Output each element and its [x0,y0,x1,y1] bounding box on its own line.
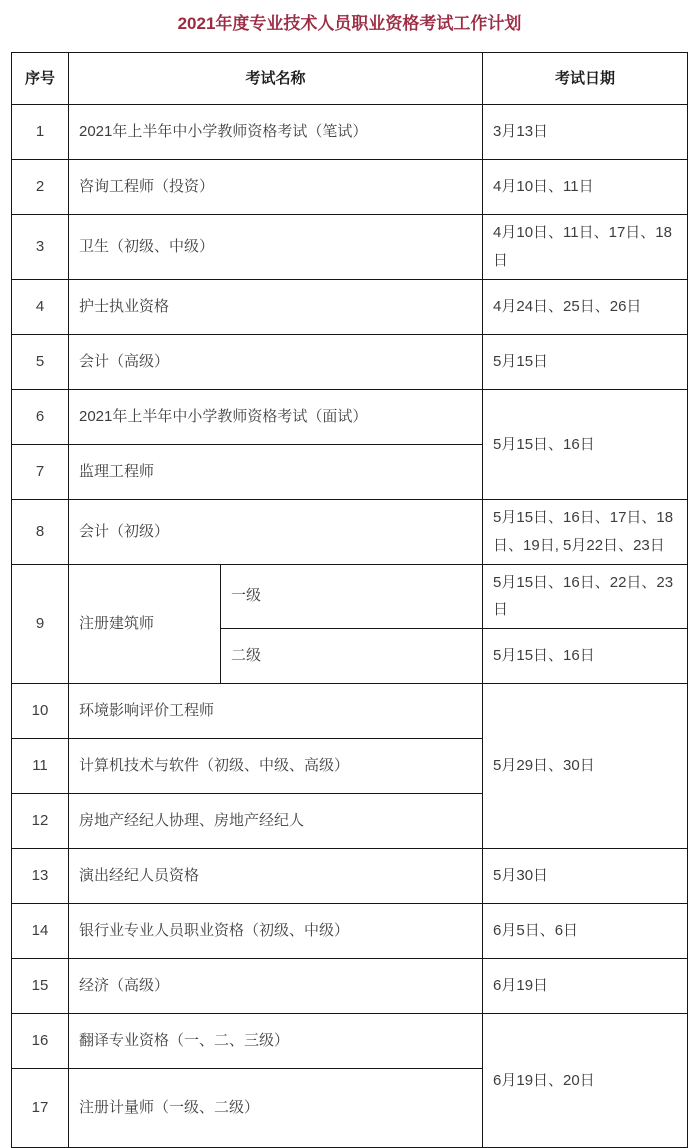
index-cell: 1 [12,105,69,160]
exam-date-cell-merged: 6月19日、20日 [483,1014,688,1148]
table-header-row [12,53,688,105]
index-cell: 4 [12,280,69,335]
exam-name-cell: 计算机技术与软件（初级、中级、高级） [69,739,483,794]
exam-name-cell-highlighted: 监理工程师 [69,445,483,500]
exam-name-cell: 演出经纪人员资格 [69,849,483,904]
table-row [12,160,688,215]
table-row [12,904,688,959]
exam-name-cell: 2021年上半年中小学教师资格考试（面试） [69,390,483,445]
exam-name-cell: 环境影响评价工程师 [69,684,483,739]
exam-name-cell: 会计（高级） [69,335,483,390]
exam-date-cell: 6月19日 [483,959,688,1014]
exam-date-cell: 5月15日、16日、17日、18日、19日, 5月22日、23日 [483,500,688,565]
exam-date-cell-merged: 5月15日、16日 [483,390,688,500]
table-row [12,390,688,445]
exam-name-cell: 经济（高级） [69,959,483,1014]
index-cell: 2 [12,160,69,215]
index-cell: 5 [12,335,69,390]
table-row [12,105,688,160]
exam-date-cell: 4月10日、11日 [483,160,688,215]
exam-schedule-table [11,52,688,1148]
exam-name-cell: 银行业专业人员职业资格（初级、中级） [69,904,483,959]
page-title: 2021年度专业技术人员职业资格考试工作计划 [177,14,522,33]
index-cell: 14 [12,904,69,959]
index-cell: 9 [12,564,69,684]
index-cell: 3 [12,215,69,280]
table-row [12,959,688,1014]
exam-date-cell: 4月24日、25日、26日 [483,280,688,335]
exam-name-cell: 卫生（初级、中级） [69,215,483,280]
table-row [12,1014,688,1069]
exam-name-cell: 翻译专业资格（一、二、三级） [69,1014,483,1069]
exam-date-cell: 5月15日、16日 [483,629,688,684]
index-cell: 15 [12,959,69,1014]
exam-name-cell: 护士执业资格 [69,280,483,335]
table-row [12,215,688,280]
exam-date-cell: 3月13日 [483,105,688,160]
exam-name-cell: 2021年上半年中小学教师资格考试（笔试） [69,105,483,160]
table-row [12,684,688,739]
exam-date-cell: 4月10日、11日、17日、18日 [483,215,688,280]
exam-date-cell: 5月30日 [483,849,688,904]
table-row [12,335,688,390]
exam-level-cell: 二级 [221,629,483,684]
exam-name-cell: 注册计量师（一级、二级） [69,1069,483,1148]
index-cell: 11 [12,739,69,794]
header-exam-date: 考试日期 [483,53,688,105]
index-cell: 12 [12,794,69,849]
index-cell: 6 [12,390,69,445]
index-cell: 13 [12,849,69,904]
exam-name-cell: 会计（初级） [69,500,483,565]
header-exam-name: 考试名称 [69,53,483,105]
exam-date-cell-merged: 5月29日、30日 [483,684,688,849]
index-cell: 7 [12,445,69,500]
exam-date-cell: 6月5日、6日 [483,904,688,959]
table-row [12,280,688,335]
exam-level-cell: 一级 [221,564,483,629]
exam-name-cell-highlighted: 注册建筑师 [69,564,221,684]
exam-date-cell: 5月15日、16日、22日、23日 [483,564,688,629]
table-row [12,849,688,904]
table-row [12,564,688,629]
table-row [12,500,688,565]
index-cell: 8 [12,500,69,565]
exam-date-cell: 5月15日 [483,335,688,390]
index-cell: 16 [12,1014,69,1069]
index-cell: 17 [12,1069,69,1148]
exam-name-cell: 房地产经纪人协理、房地产经纪人 [69,794,483,849]
index-cell: 10 [12,684,69,739]
header-index: 序号 [12,53,69,105]
exam-name-cell-highlighted: 咨询工程师（投资） [69,160,483,215]
